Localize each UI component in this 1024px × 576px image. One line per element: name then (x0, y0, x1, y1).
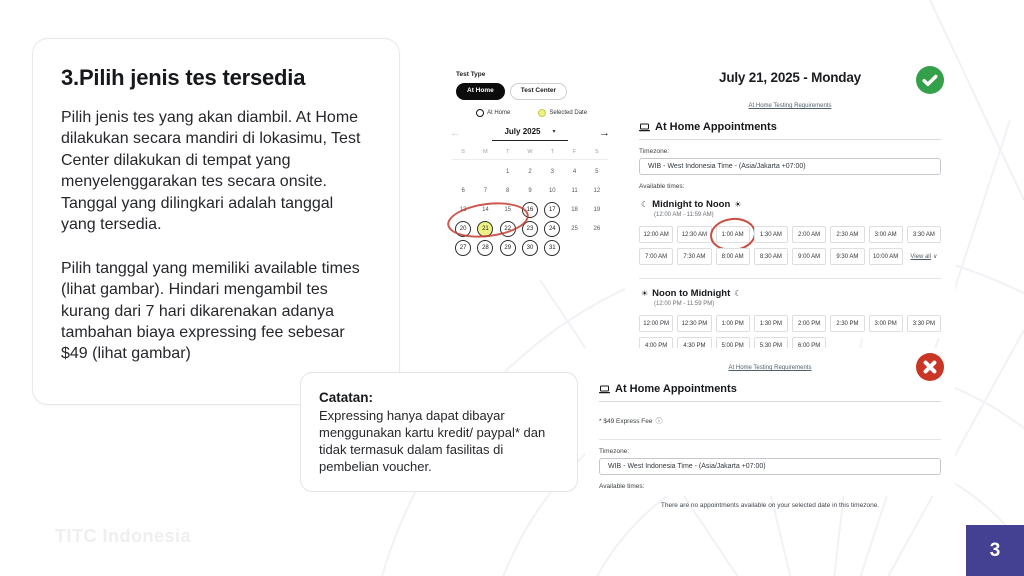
timezone-label: Timezone: (599, 448, 630, 455)
time-slot-button[interactable]: 3:30 AM (907, 226, 941, 243)
time-slot-button[interactable]: 3:00 PM (869, 315, 903, 332)
time-slot-button[interactable]: 3:30 PM (907, 315, 941, 332)
timezone-label: Timezone: (639, 148, 670, 155)
calendar-day-empty (563, 239, 585, 257)
time-slot-button[interactable]: 12:30 PM (677, 315, 711, 332)
calendar-day-empty (452, 163, 474, 181)
calendar-day[interactable]: 5 (595, 168, 599, 175)
test-type-label: Test Type (456, 71, 486, 78)
testing-requirements-link[interactable]: At Home Testing Requirements (728, 365, 812, 371)
next-month-arrow-icon[interactable]: → (598, 127, 610, 139)
at-home-appointments-header (639, 121, 941, 140)
sun-icon: ☀ (734, 200, 742, 209)
calendar-day-header: F (572, 148, 577, 155)
time-slot-button[interactable]: 2:00 PM (792, 315, 826, 332)
time-slot-button[interactable]: 12:00 PM (639, 315, 673, 332)
calendar-day[interactable]: 14 (482, 206, 489, 213)
time-slot-button[interactable]: 12:30 AM (677, 226, 711, 243)
no-appointments-message: There are no appointments available on your selected date in this timezone. (660, 502, 880, 509)
calendar-day-header: T (506, 148, 510, 155)
calendar-day[interactable]: 23 (519, 220, 541, 238)
period-range: (12:00 PM - 11:59 PM) (654, 301, 715, 307)
calendar-day[interactable]: 1 (506, 168, 510, 175)
time-slot-button[interactable]: 3:00 AM (869, 226, 903, 243)
time-slot-button[interactable]: 2:30 PM (830, 315, 864, 332)
page-number: 3 (989, 539, 1001, 561)
calendar-day[interactable]: 11 (571, 187, 578, 194)
sun-icon: ☀ (641, 289, 649, 298)
moon-icon: ☾ (641, 200, 649, 209)
calendar-legend (476, 109, 620, 117)
calendar-day[interactable]: 30 (519, 239, 541, 257)
note-card (300, 372, 578, 492)
calendar-day[interactable]: 8 (506, 187, 510, 194)
time-slot-button[interactable]: 4:30 PM (677, 337, 711, 354)
time-slot-button[interactable]: 5:00 PM (716, 337, 750, 354)
time-slot-button[interactable]: 7:30 AM (677, 248, 711, 265)
calendar-day[interactable]: 26 (593, 225, 601, 232)
appointments-available-panel (625, 58, 955, 349)
calendar-day[interactable]: 16 (519, 201, 541, 219)
time-slot-button[interactable]: 1:00 AM (716, 226, 750, 243)
calendar-day[interactable]: 15 (504, 206, 512, 213)
legend-selected-label: Selected Date (549, 109, 588, 116)
calendar-day-header: S (461, 148, 465, 155)
explainer-card (32, 38, 400, 405)
noon-to-midnight-header (639, 288, 941, 299)
calendar-day[interactable]: 12 (593, 187, 601, 194)
time-slot-button[interactable]: 4:00 PM (639, 337, 673, 354)
watermark-logo: TITC Indonesia (55, 526, 192, 546)
calendar-day[interactable]: 9 (528, 187, 532, 194)
laptop-icon (639, 123, 650, 132)
time-slot-button[interactable]: 1:00 PM (716, 315, 750, 332)
selected-date-icon (538, 109, 546, 117)
testing-requirements-link[interactable]: At Home Testing Requirements (748, 103, 832, 109)
calendar-day-header: T (550, 148, 554, 155)
time-slot-button[interactable]: 10:00 AM (869, 248, 903, 265)
period-name: Noon to Midnight (652, 288, 731, 299)
success-check-icon (916, 66, 944, 94)
calendar-day-header: W (527, 148, 533, 155)
appointments-empty-panel (585, 348, 955, 509)
view-all-link[interactable]: View all ∨ (910, 253, 938, 260)
month-label: July 2025 (504, 126, 541, 136)
midnight-to-noon-header (639, 199, 941, 210)
calendar-day[interactable]: 28 (474, 239, 496, 257)
card-paragraph-1: Pilih jenis tes yang akan diambil. At Home dilakukan secara mandiri di lokasimu, Test Center dilakukan di tempat yang menyelenggarakan tes secara onsite. Tanggal yang dilingkari adalah tanggal yang tersedia. (61, 109, 361, 234)
time-slot-button[interactable]: 8:30 AM (754, 248, 788, 265)
info-icon[interactable]: ⓘ (655, 418, 663, 425)
at-home-toggle[interactable]: At Home (456, 83, 505, 100)
time-slot-button[interactable]: 2:00 AM (792, 226, 826, 243)
calendar-day[interactable]: 25 (571, 225, 578, 232)
available-times-label: Available times: (639, 183, 685, 190)
time-slot-button[interactable]: 9:30 AM (830, 248, 864, 265)
calendar-day[interactable]: 6 (461, 187, 465, 194)
laptop-icon (599, 385, 610, 394)
calendar-day[interactable]: 13 (459, 206, 467, 213)
time-slot-button[interactable]: 8:00 AM (716, 248, 750, 265)
calendar-day[interactable]: 24 (541, 220, 563, 238)
card-title: 3.Pilih jenis tes tersedia (61, 65, 306, 90)
prev-month-arrow-icon[interactable]: ← (450, 127, 461, 139)
calendar-day[interactable]: 18 (571, 206, 578, 213)
time-slot-button[interactable]: 9:00 AM (792, 248, 826, 265)
section-divider (599, 439, 941, 440)
available-times-label: Available times: (599, 483, 645, 490)
calendar-day[interactable]: 2 (528, 168, 532, 175)
timezone-select[interactable]: WIB - West Indonesia Time - (Asia/Jakarta +07:00) (599, 458, 941, 475)
month-dropdown[interactable] (492, 127, 567, 141)
calendar-day[interactable]: 19 (593, 206, 601, 213)
calendar-day[interactable]: 7 (483, 187, 488, 194)
time-slot-button[interactable]: 12:00 AM (639, 226, 673, 243)
calendar-day[interactable]: 27 (452, 239, 474, 257)
calendar-day[interactable]: 29 (497, 239, 519, 257)
calendar-day[interactable]: 20 (452, 220, 474, 238)
period-range: (12:00 AM - 11:59 AM) (654, 212, 714, 218)
time-slot-button[interactable]: 1:30 PM (754, 315, 788, 332)
express-fee-label: * $49 Express Fee (599, 417, 653, 425)
calendar-day-header: M (483, 148, 488, 155)
period-name: Midnight to Noon (652, 199, 731, 210)
section-header-label: At Home Appointments (615, 383, 737, 395)
note-title: Catatan: (319, 390, 374, 405)
error-x-icon (916, 353, 944, 381)
calendar-day-empty (586, 239, 608, 257)
legend-at-home-label: At Home (487, 109, 511, 116)
calendar-screenshot (440, 57, 620, 265)
time-slot-button[interactable]: 6:00 PM (792, 337, 826, 354)
calendar-day[interactable]: 22 (497, 220, 519, 238)
note-body: Expressing hanya dapat dibayar menggunakan kartu kredit/ paypal* dan tidak termasuk dalam fasilitas di pembelian voucher. (319, 408, 546, 475)
time-slot-button[interactable]: 2:30 AM (830, 226, 864, 243)
page-number-badge (966, 525, 1024, 576)
calendar-day[interactable]: 21 (474, 220, 496, 238)
test-center-toggle[interactable]: Test Center (510, 83, 567, 100)
chevron-down-icon: ∨ (932, 254, 938, 260)
moon-icon: ☾ (734, 289, 742, 298)
caret-down-icon: ▾ (552, 128, 556, 135)
at-home-appointments-header (599, 383, 941, 402)
calendar-day[interactable]: 31 (541, 239, 563, 257)
calendar-day[interactable]: 3 (550, 168, 554, 175)
section-divider (639, 278, 941, 279)
time-slot-button[interactable]: 1:30 AM (754, 226, 788, 243)
calendar-day-headers (452, 149, 608, 160)
calendar-day[interactable]: 17 (541, 201, 563, 219)
appointment-date-title: July 21, 2025 - Monday (719, 70, 861, 85)
time-slot-button[interactable]: 7:00 AM (639, 248, 673, 265)
calendar-day[interactable]: 10 (548, 187, 556, 194)
available-date-icon (476, 109, 484, 117)
calendar-day[interactable]: 4 (572, 168, 577, 175)
calendar-day-empty (474, 163, 496, 181)
card-paragraph-2: Pilih tanggal yang memiliki available times (lihat gambar). Hindari mengambil tes kurang dari 7 hari dikarenakan adanya tambahan biaya expressing fee sebesar $49 (lihat gambar) (61, 259, 360, 363)
calendar-day-header: S (595, 148, 599, 155)
calendar-date-grid (452, 163, 608, 257)
time-slot-button[interactable]: 5:30 PM (754, 337, 788, 354)
timezone-select[interactable]: WIB - West Indonesia Time - (Asia/Jakarta +07:00) (639, 158, 941, 175)
time-grid-am (639, 226, 941, 265)
section-header-label: At Home Appointments (655, 121, 777, 133)
